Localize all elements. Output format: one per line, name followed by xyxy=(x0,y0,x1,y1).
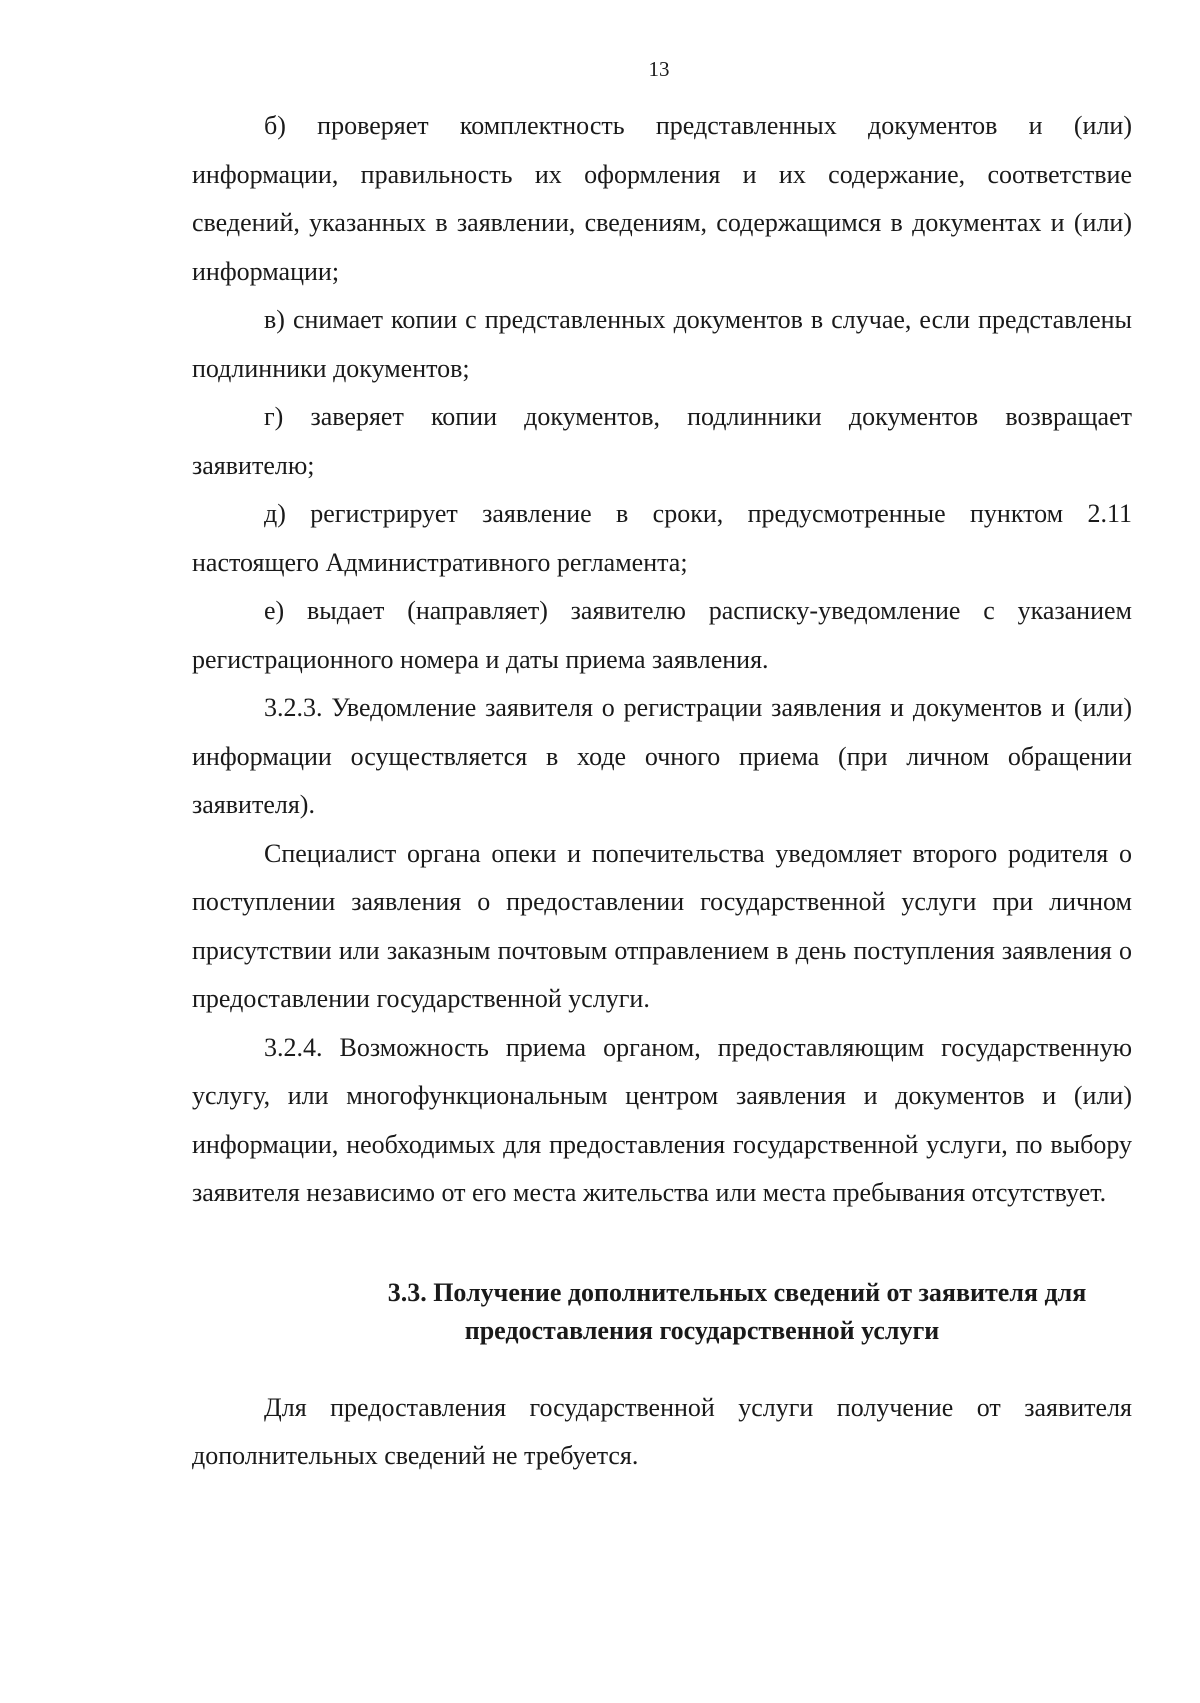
paragraph-b: б) проверяет комплектность представленных документов и (или) информации, правильность их оформления и их содержание, соответствие сведений, указанных в заявлении, сведениям, содержащимся в документах и (или) информации; xyxy=(192,111,1132,286)
paragraph-3-2-4: 3.2.4. Возможность приема органом, предоставляющим государственную услугу, или многофункциональным центром заявления и документов и (или) информации, необходимых для предоставления государственной услуги, по выбору заявителя независимо от его места жительства или места пребывания отсутствует. xyxy=(192,1032,1132,1207)
section-heading-3-3 xyxy=(192,1274,1132,1350)
document-body xyxy=(192,102,1132,1481)
section-heading-line-2: предоставления государственной услуги xyxy=(464,1315,940,1345)
paragraph-3-2-3: 3.2.3. Уведомление заявителя о регистрации заявления и документов и (или) информации осуществляется в ходе очного приема (при личном обращении заявителя). xyxy=(192,693,1132,819)
paragraph-g: г) заверяет копии документов, подлинники документов возвращает заявителю; xyxy=(192,402,1132,480)
paragraph-3-3-text: Для предоставления государственной услуги получение от заявителя дополнительных сведений не требуется. xyxy=(192,1392,1132,1470)
paragraph-d: д) регистрирует заявление в сроки, предусмотренные пунктом 2.11 настоящего Административного регламента; xyxy=(192,499,1132,577)
section-heading-line-1: 3.3. Получение дополнительных сведений от заявителя для xyxy=(387,1277,1087,1307)
paragraph-v: в) снимает копии с представленных документов в случае, если представлены подлинники документов; xyxy=(192,305,1132,383)
paragraph-specialist: Специалист органа опеки и попечительства уведомляет второго родителя о поступлении заявления о предоставлении государственной услуги при личном присутствии или заказным почтовым отправлением в день поступления заявления о предоставлении государственной услуги. xyxy=(192,838,1132,1013)
page-number: 13 xyxy=(648,57,670,81)
paragraph-e: е) выдает (направляет) заявителю расписку-уведомление с указанием регистрационного номера и даты приема заявления. xyxy=(192,596,1132,674)
